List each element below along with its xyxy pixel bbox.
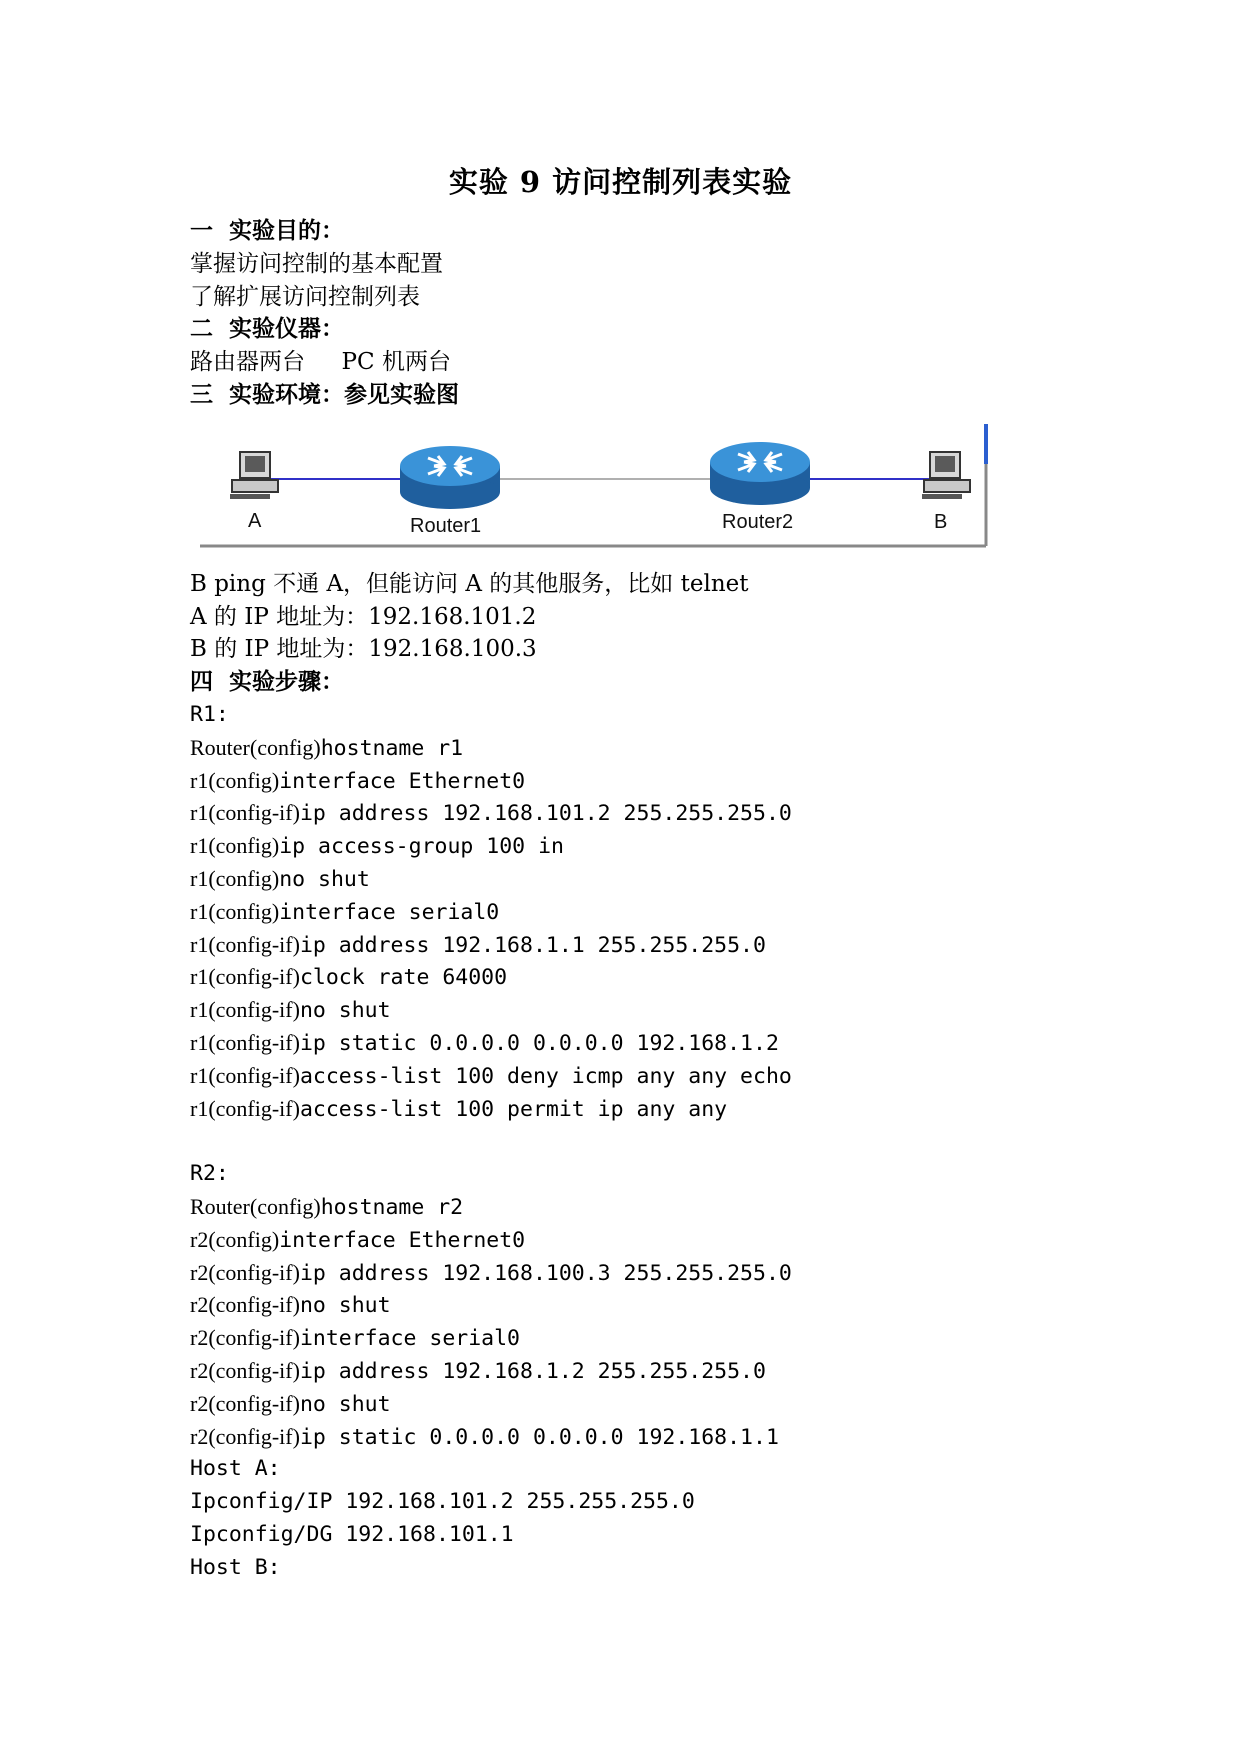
- r1-command-line: [190, 1060, 1090, 1093]
- command-text: interface serial0: [299, 1326, 521, 1352]
- label-b: B: [934, 510, 948, 533]
- r2-label: R2:: [190, 1161, 229, 1187]
- label-router2: Router2: [722, 510, 794, 533]
- r1-command-line: [190, 1027, 1090, 1060]
- command-text: clock rate 64000: [299, 965, 508, 991]
- r2-command-line: [190, 1191, 1090, 1224]
- command-prompt: r1(config-if): [190, 1062, 300, 1088]
- command-prompt: r2(config-if): [190, 1423, 300, 1449]
- command-prompt: r1(config-if): [190, 800, 300, 826]
- section-heading-equipment: 二 实验仪器：: [190, 315, 345, 343]
- command-text: ip static 0.0.0.0 0.0.0.0 192.168.1.1: [299, 1424, 779, 1450]
- note-line-2: A 的 IP 地址为：192.168.101.2: [190, 603, 537, 630]
- command-prompt: r1(config): [190, 833, 280, 859]
- command-text: no shut: [279, 866, 370, 892]
- r1-command-line: [190, 994, 1090, 1027]
- command-text: access-list 100 deny icmp any any echo: [299, 1063, 792, 1089]
- document-body: [190, 215, 1090, 1584]
- host-a-label: Host A:: [190, 1456, 281, 1482]
- command-prompt: r2(config): [190, 1226, 280, 1252]
- command-prompt: r1(config): [190, 865, 280, 891]
- pc-b-icon: [922, 452, 970, 499]
- command-prompt: r2(config-if): [190, 1325, 300, 1351]
- command-text: access-list 100 permit ip any any: [299, 1096, 728, 1122]
- r1-command-line: [190, 896, 1090, 929]
- command-prompt: Router(config): [190, 1193, 321, 1219]
- command-prompt: r1(config-if): [190, 1029, 300, 1055]
- host-a-line-1: Ipconfig/IP 192.168.101.2 255.255.255.0: [190, 1489, 695, 1515]
- r2-command-line: [190, 1224, 1090, 1257]
- section-heading-purpose: 一 实验目的：: [190, 217, 345, 244]
- r1-command-line: [190, 961, 1090, 994]
- command-text: ip address 192.168.101.2 255.255.255.0: [299, 801, 792, 827]
- equipment-line: 路由器两台 PC 机两台: [190, 349, 451, 376]
- command-text: ip address 192.168.100.3 255.255.255.0: [299, 1260, 792, 1286]
- router1-icon: [400, 446, 500, 509]
- r2-command-line: [190, 1257, 1090, 1290]
- command-text: no shut: [299, 1293, 391, 1319]
- command-text: no shut: [299, 1391, 391, 1417]
- r1-command-line: [190, 797, 1090, 830]
- label-router1: Router1: [410, 514, 482, 537]
- r1-command-list: [190, 732, 1090, 1126]
- page-title: 实验 9 访问控制列表实验: [448, 165, 793, 199]
- spacer: [190, 1125, 1090, 1158]
- r1-command-line: [190, 765, 1090, 798]
- command-prompt: r1(config): [190, 767, 280, 793]
- command-prompt: r2(config-if): [190, 1292, 300, 1318]
- command-text: hostname r1: [320, 735, 464, 761]
- purpose-line-2: 了解扩展访问控制列表: [190, 283, 420, 310]
- r2-command-line: [190, 1289, 1090, 1322]
- command-prompt: r2(config-if): [190, 1357, 300, 1383]
- command-text: interface Ethernet0: [279, 1227, 526, 1253]
- command-prompt: r1(config-if): [190, 997, 300, 1023]
- command-prompt: r1(config-if): [190, 931, 300, 957]
- r2-command-line: [190, 1322, 1090, 1355]
- purpose-line-1: 掌握访问控制的基本配置: [190, 250, 443, 277]
- pc-a-icon: [230, 452, 278, 499]
- command-text: ip access-group 100 in: [279, 834, 564, 860]
- command-text: ip address 192.168.1.1 255.255.255.0: [299, 932, 766, 958]
- label-a: A: [248, 509, 262, 532]
- r1-command-line: [190, 929, 1090, 962]
- command-text: ip static 0.0.0.0 0.0.0.0 192.168.1.2: [299, 1030, 779, 1056]
- command-prompt: r1(config): [190, 898, 280, 924]
- command-prompt: Router(config): [190, 734, 321, 760]
- r1-label: R1:: [190, 701, 229, 727]
- host-b-label: Host B:: [190, 1554, 281, 1580]
- command-prompt: r1(config-if): [190, 964, 300, 990]
- r2-command-line: [190, 1388, 1090, 1421]
- command-text: hostname r2: [320, 1194, 464, 1220]
- section-heading-steps: 四 实验步骤：: [190, 668, 345, 696]
- r2-command-list: [190, 1191, 1090, 1453]
- host-a-line-2: Ipconfig/DG 192.168.101.1: [190, 1521, 514, 1547]
- r1-command-line: [190, 863, 1090, 896]
- r1-command-line: [190, 732, 1090, 765]
- command-text: ip address 192.168.1.2 255.255.255.0: [299, 1358, 766, 1384]
- r1-command-line: [190, 1093, 1090, 1126]
- note-line-1: B ping 不通 A，但能访问 A 的其他服务，比如 telnet: [190, 570, 749, 597]
- network-topology-diagram: [200, 414, 1000, 554]
- command-prompt: r2(config-if): [190, 1390, 300, 1416]
- command-prompt: r2(config-if): [190, 1259, 300, 1285]
- r1-command-line: [190, 830, 1090, 863]
- command-text: interface Ethernet0: [279, 768, 526, 794]
- r2-command-line: [190, 1421, 1090, 1454]
- command-text: interface serial0: [279, 899, 500, 925]
- section-heading-environment: 三 实验环境：参见实验图: [190, 380, 460, 408]
- command-text: no shut: [299, 998, 391, 1024]
- router2-icon: [710, 442, 810, 505]
- note-line-3: B 的 IP 地址为：192.168.100.3: [190, 636, 537, 663]
- command-prompt: r1(config-if): [190, 1095, 300, 1121]
- r2-command-line: [190, 1355, 1090, 1388]
